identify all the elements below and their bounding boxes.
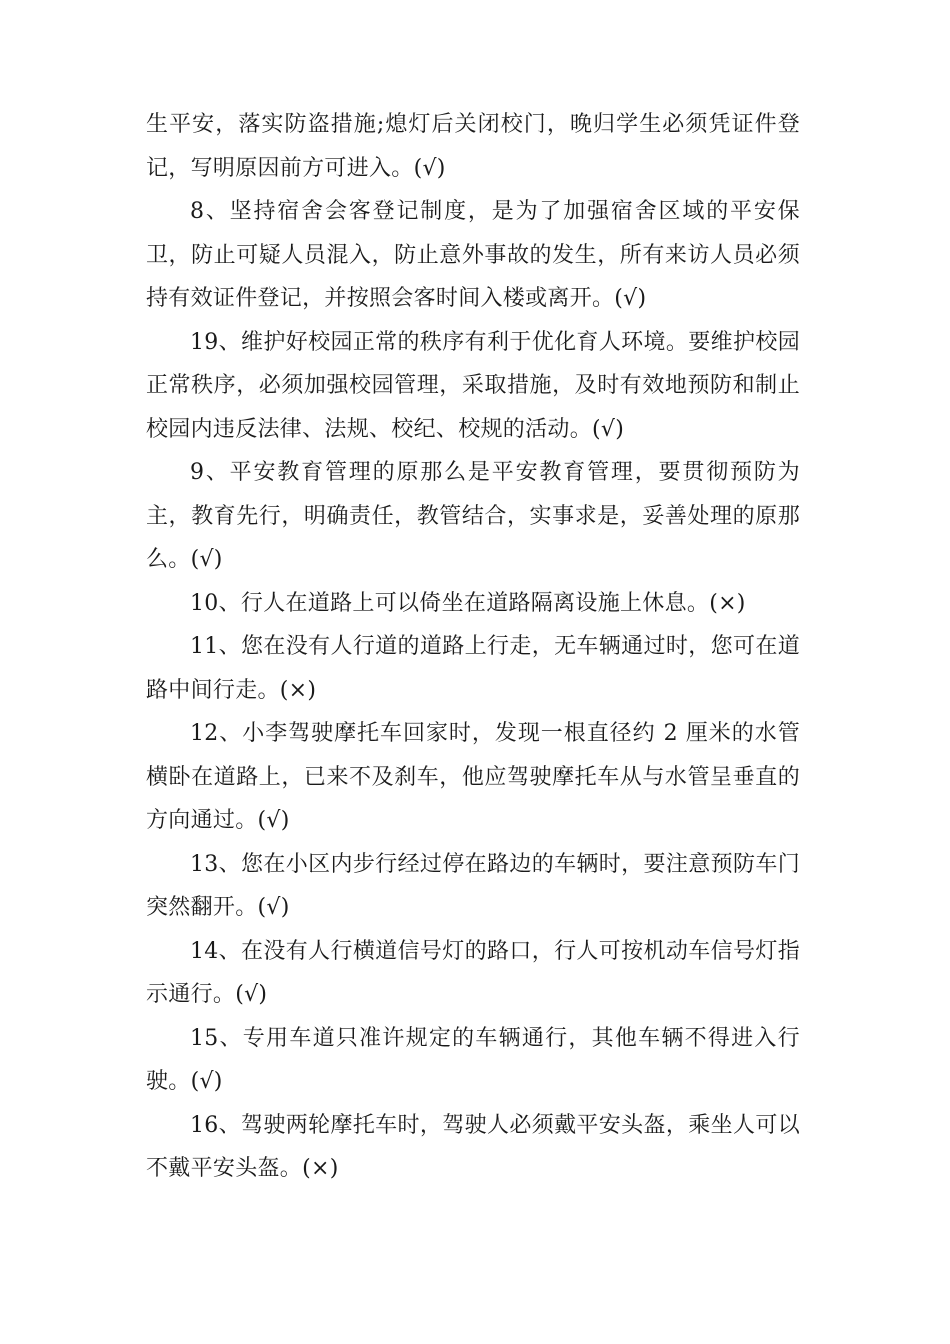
paragraph-continuation: 生平安，落实防盗措施;熄灯后关闭校门，晚归学生必须凭证件登记，写明原因前方可进入。(√) xyxy=(146,112,800,181)
paragraph-item-15: 15、专用车道只准许规定的车辆通行，其他车辆不得进入行驶。(√) xyxy=(146,1025,800,1094)
paragraph-item-10: 10、行人在道路上可以倚坐在道路隔离设施上休息。(×) xyxy=(190,590,746,616)
paragraph-item-14: 14、在没有人行横道信号灯的路口，行人可按机动车信号灯指示通行。(√) xyxy=(146,938,800,1007)
document-page xyxy=(146,103,800,1191)
paragraph-item-11: 11、您在没有人行道的道路上行走，无车辆通过时，您可在道路中间行走。(×) xyxy=(146,634,800,703)
paragraph-item-12: 12、小李驾驶摩托车回家时，发现一根直径约 2 厘米的水管横卧在道路上，已来不及刹车，他应驾驶摩托车从与水管呈垂直的方向通过。(√) xyxy=(146,721,800,833)
paragraph-item-8: 8、坚持宿舍会客登记制度，是为了加强宿舍区域的平安保卫，防止可疑人员混入，防止意外事故的发生，所有来访人员必须持有效证件登记，并按照会客时间入楼或离开。(√) xyxy=(146,199,800,311)
paragraph-item-13: 13、您在小区内步行经过停在路边的车辆时，要注意预防车门突然翻开。(√) xyxy=(146,851,800,920)
paragraph-item-9: 9、平安教育管理的原那么是平安教育管理，要贯彻预防为主，教育先行，明确责任，教管结合，实事求是，妥善处理的原那么。(√) xyxy=(146,460,800,572)
paragraph-item-16: 16、驾驶两轮摩托车时，驾驶人必须戴平安头盔，乘坐人可以不戴平安头盔。(×) xyxy=(146,1112,800,1181)
paragraph-item-19: 19、维护好校园正常的秩序有利于优化育人环境。要维护校园正常秩序，必须加强校园管理，采取措施，及时有效地预防和制止校园内违反法律、法规、校纪、校规的活动。(√) xyxy=(146,329,800,442)
